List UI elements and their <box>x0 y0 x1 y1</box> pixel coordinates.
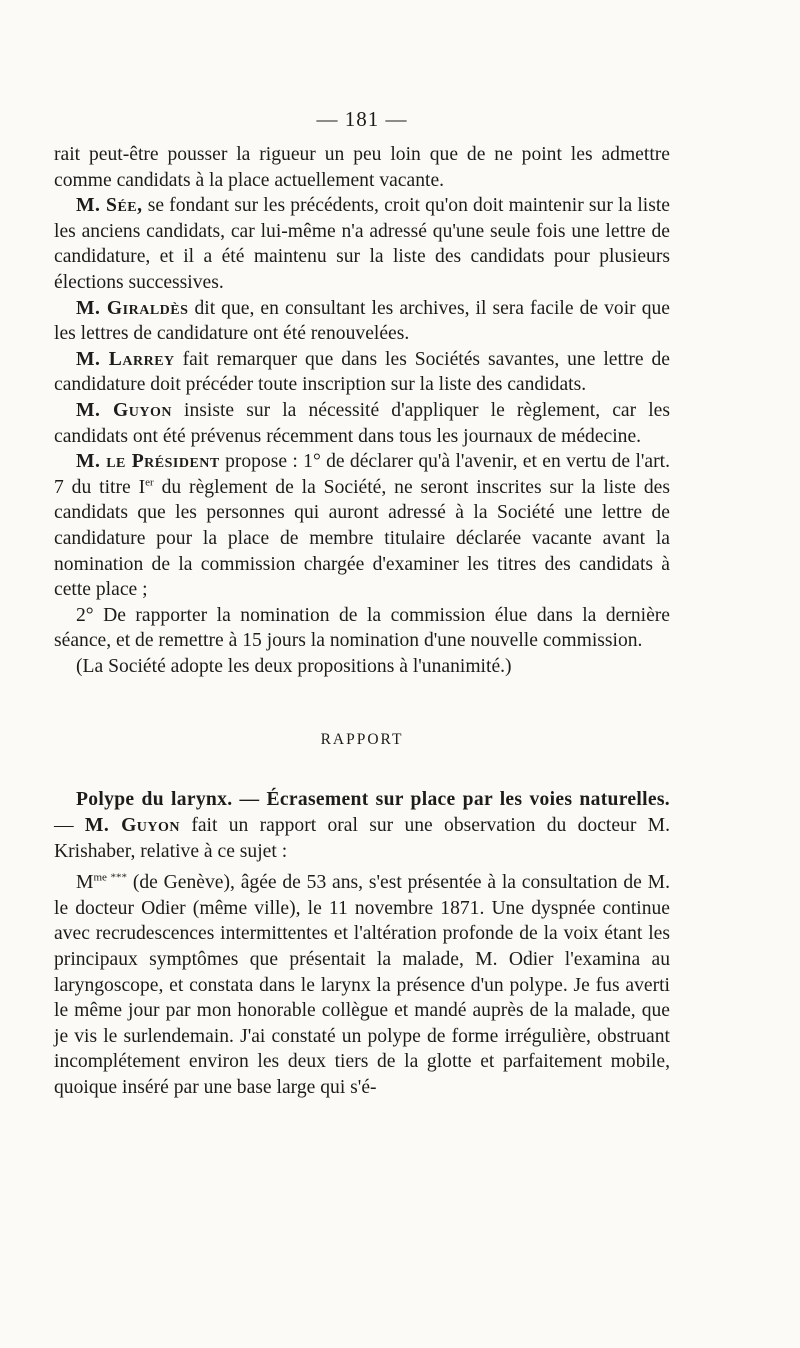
paragraph-text: insiste sur la nécessité d'appliquer le règlement, car les candidats ont été prévenus récemment dans tous les journaux de médecine. <box>54 399 670 447</box>
speaker-name: M. Sée, <box>76 195 143 217</box>
paragraph-see <box>54 193 670 295</box>
page-number: — 181 — <box>316 107 408 131</box>
report-title: Polype du larynx. — Écrasement sur place par les voies naturelles. <box>76 789 670 811</box>
paragraph-text: se fondant sur les précédents, croit qu'on doit maintenir sur la liste les anciens candidats, car lui-même n'a adressé qu'une seule fois une lettre de candidature, et il a été maintenu sur la liste des candidats pour plusieurs élections successives. <box>54 195 670 293</box>
case-paragraph <box>54 870 670 1100</box>
paragraph-text: dit que, en consultant les archives, il sera facile de voir que les lettres de candidature ont été renouvelées. <box>54 297 671 345</box>
paragraph-adoption: (La Société adopte les deux propositions à l'unanimité.) <box>76 655 512 677</box>
paragraph-larrey <box>54 347 670 398</box>
paragraph-president <box>54 449 670 603</box>
report-paragraph <box>54 787 670 864</box>
paragraph-text: — <box>54 815 85 837</box>
paragraph-guyon <box>54 398 670 449</box>
section-heading: RAPPORT <box>320 731 404 749</box>
speaker-name: M. Guyon <box>84 815 181 837</box>
paragraph-text: du règlement de la Société, ne seront inscrites sur la liste des candidats que les personnes qui auront adressé à la Société une lettre de candidature pour la place de membre titulaire déclarée vacante avant la nomination de la commission chargée d'examiner les titres des candidats à cette place ; <box>54 476 670 601</box>
patient-prefix: M <box>76 872 94 894</box>
paragraph-text: fait remarquer que dans les Sociétés savantes, une lettre de candidature doit précéder toute inscription sur la liste des candidats. <box>54 348 670 396</box>
speaker-name: M. Giraldès <box>76 297 189 319</box>
paragraph-text: (de Genève), âgée de 53 ans, s'est présentée à la consultation de M. le docteur Odier (même ville), le 11 novembre 1871. Une dyspnée continue avec recrudescences intermittentes et l'altération profonde de la voix étant les principaux symptômes que présentait la malade, M. Odier l'examina au laryngoscope, et constata dans le larynx la présence d'un polype. Je fus averti le même jour par mon honorable collègue et mandé auprès de la malade, que je vis le surlendemain. J'ai constaté un polype de forme irrégulière, obstruant incomplétement environ les deux tiers de la glotte et parfaitement mobile, quoique inséré par une base large qui s'é- <box>54 872 670 1098</box>
paragraph-continuation: rait peut-être pousser la rigueur un peu loin que de ne point les admettre comme candidats à la place actuellement vacante. <box>54 144 670 191</box>
speaker-name: M. le Président <box>76 451 220 473</box>
superscript: me *** <box>93 871 128 884</box>
document-page <box>54 104 670 1101</box>
superscript: er <box>145 476 154 489</box>
paragraph-text: propose : 1° de déclarer qu'à l'avenir, et en vertu de l'art. 7 du titre I <box>54 451 670 498</box>
speaker-name: M. Guyon <box>76 399 172 421</box>
speaker-name: M. Larrey <box>76 348 175 370</box>
paragraph-second-proposal: 2° De rapporter la nomination de la commission élue dans la dernière séance, et de remettre à 15 jours la nomination d'une nouvelle commission. <box>54 604 670 652</box>
paragraph-giraldes <box>54 296 670 347</box>
paragraph-text: fait un rapport oral sur une observation du docteur M. Krishaber, relative à ce sujet : <box>54 815 670 862</box>
